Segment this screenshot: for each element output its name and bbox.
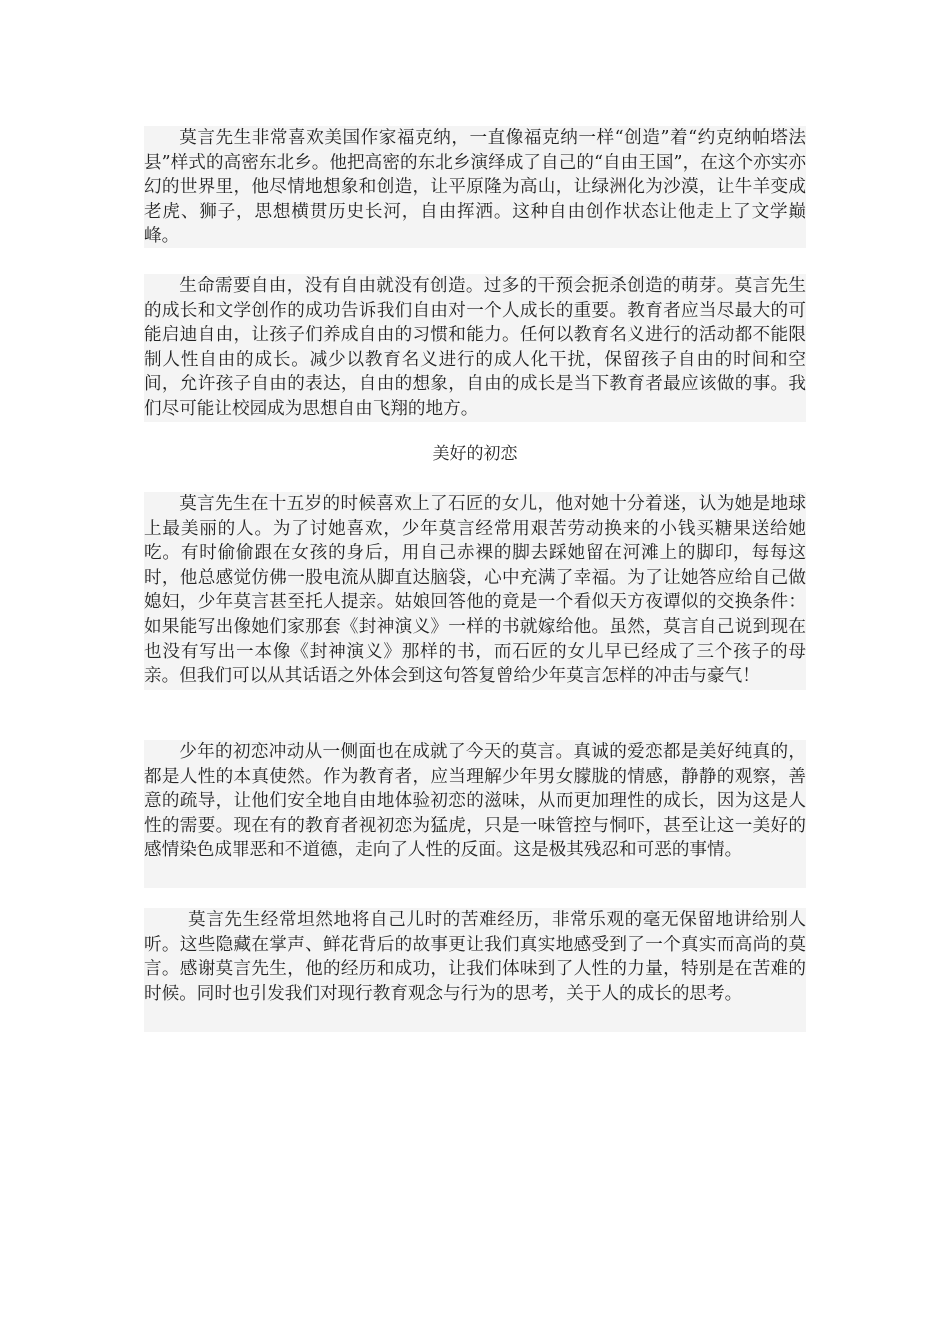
paragraph-first-love-education: 少年的初恋冲动从一侧面也在成就了今天的莫言。真诚的爱恋都是美好纯真的，都是人性的本真使然。作为教育者，应当理解少年男女朦胧的情感，静静的观察，善意的疏导，让他们安全地自由地体验初恋的滋味，从而更加理性的成长，因为这是人性的需要。现在有的教育者视初恋为猛虎，只是一味管控与恫吓，甚至让这一美好的感情染色成罪恶和不道德，走向了人性的反面。这是极其残忍和可恶的事情。 [144, 740, 806, 888]
paragraph-gaomi-kingdom: 莫言先生非常喜欢美国作家福克纳，一直像福克纳一样“创造”着“约克纳帕塔法县”样式的高密东北乡。他把高密的东北乡演绎成了自己的“自由王国”，在这个亦实亦幻的世界里，他尽情地想象和创造，让平原隆为高山，让绿洲化为沙漠，让牛羊变成老虎、狮子，思想横贯历史长河，自由挥洒。这种自由创作状态让他走上了文学巅峰。 [144, 128, 806, 247]
paragraph-hardship-reflection: 莫言先生经常坦然地将自己儿时的苦难经历，非常乐观的毫无保留地讲给别人听。这些隐藏在掌声、鲜花背后的故事更让我们真实地感受到了一个真实而高尚的莫言。感谢莫言先生，他的经历和成功，让我们体味到了人性的力量，特别是在苦难的时候。同时也引发我们对现行教育观念与行为的思考，关于人的成长的思考。 [144, 908, 806, 1032]
paragraph-first-love-story: 莫言先生在十五岁的时候喜欢上了石匠的女儿，他对她十分着迷，认为她是地球上最美丽的人。为了讨她喜欢，少年莫言经常用艰苦劳动换来的小钱买糖果送给她吃。有时偷偷跟在女孩的身后，用自己赤裸的脚去踩她留在河滩上的脚印，每每这时，他总感觉仿佛一股电流从脚直达脑袋，心中充满了幸福。为了让她答应给自己做媳妇，少年莫言甚至托人提亲。姑娘回答他的竟是一个看似天方夜谭似的交换条件：如果能写出像她们家那套《封神演义》一样的书就嫁给他。虽然，莫言自己说到现在也没有写出一本像《封神演义》那样的书，而石匠的女儿早已经成了三个孩子的母亲。但我们可以从其话语之外体会到这句答复曾给少年莫言怎样的冲击与豪气！ [144, 492, 806, 690]
paragraph-freedom-creation: 生命需要自由，没有自由就没有创造。过多的干预会扼杀创造的萌芽。莫言先生的成长和文学创作的成功告诉我们自由对一个人成长的重要。教育者应当尽最大的可能启迪自由，让孩子们养成自由的习惯和能力。任何以教育名义进行的活动都不能限制人性自由的成长。减少以教育名义进行的成人化干扰，保留孩子自由的时间和空间，允许孩子自由的表达，自由的想象，自由的成长是当下教育者最应该做的事。我们尽可能让校园成为思想自由飞翔的地方。 [144, 274, 806, 422]
section-heading: 美好的初恋 [432, 444, 518, 464]
